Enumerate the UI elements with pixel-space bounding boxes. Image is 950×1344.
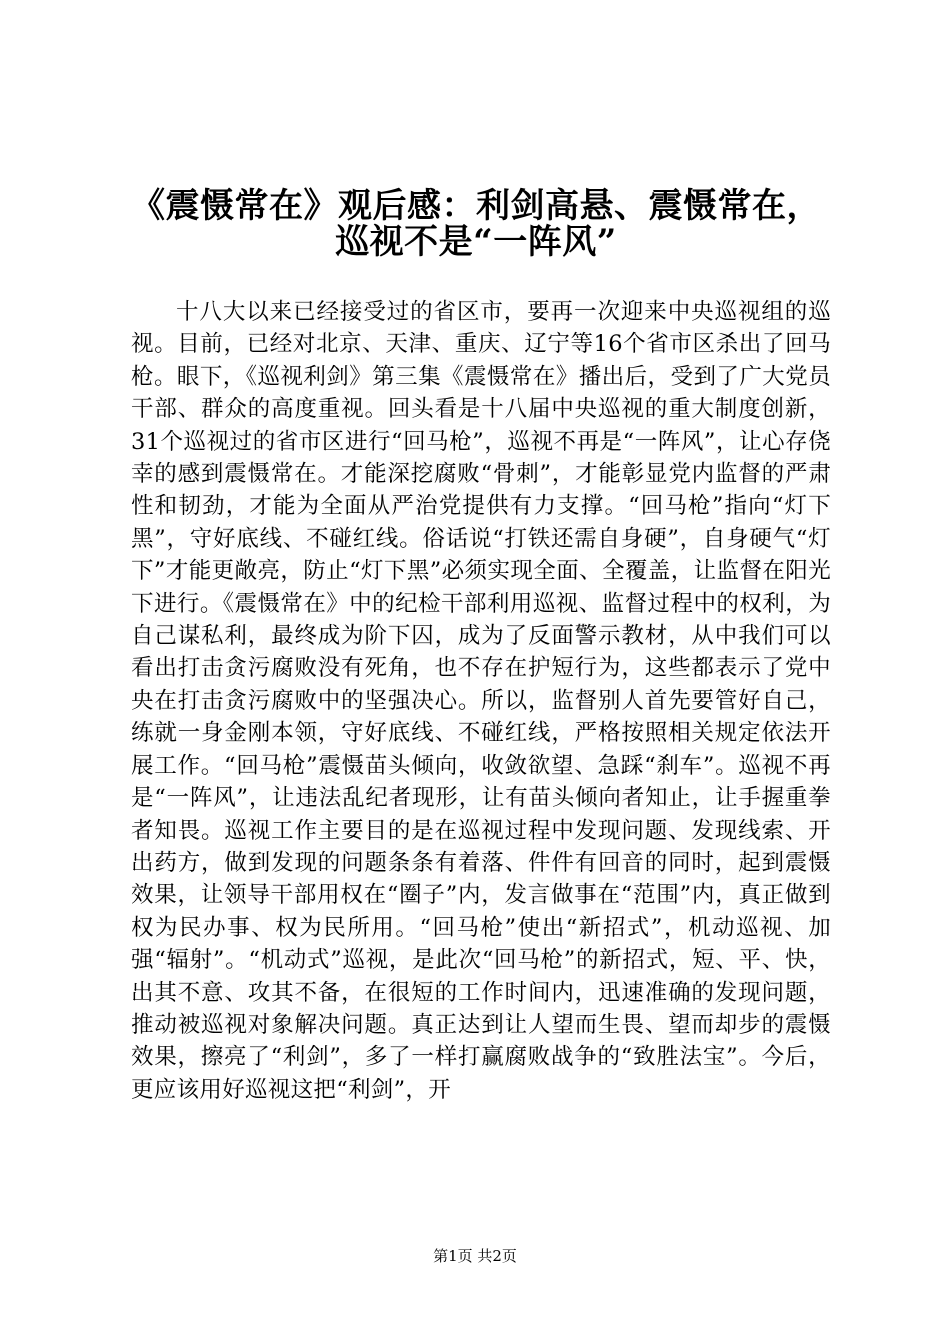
document-title-line-1: 《震慑常在》观后感：利剑高悬、震慑常在， xyxy=(131,186,821,226)
page-footer: 第1页 共2页 xyxy=(433,1247,517,1265)
document-body-paragraph: 十八大以来已经接受过的省区市，要再一次迎来中央巡视组的巡视。目前，已经对北京、天津、重庆、辽宁等16个省市区杀出了回马枪。眼下，《巡视利剑》第三集《震慑常在》播出后，受到了广大党员干部、群众的高度重视。回头看是十八届中央巡视的重大制度创新，31个巡视过的省市区进行“回马枪”，巡视不再是“一阵风”，让心存侥幸的感到震慑常在。才能深挖腐败“骨刺”，才能彰显党内监督的严肃性和韧劲，才能为全面从严治党提供有力支撑。“回马枪”指向“灯下黑”，守好底线、不碰红线。俗话说“打铁还需自身硬”，自身硬气“灯下”才能更敞亮，防止“灯下黑”必须实现全面、全覆盖，让监督在阳光下进行。《震慑常在》中的纪检干部利用巡视、监督过程中的权利，为自己谋私利，最终成为阶下囚，成为了反面警示教材，从中我们可以看出打击贪污腐败没有死角，也不存在护短行为，这些都表示了党中央在打击贪污腐败中的坚强决心。所以，监督别人首先要管好自己，练就一身金刚本领，守好底线、不碰红线，严格按照相关规定依法开展工作。“回马枪”震慑苗头倾向，收敛欲望、急踩“刹车”。巡视不再是“一阵风”，让违法乱纪者现形，让有苗头倾向者知止，让手握重拳者知畏。巡视工作主要目的是在巡视过程中发现问题、发现线索、开出药方，做到发现的问题条条有着落、件件有回音的同时，起到震慑效果，让领导干部用权在“圈子”内，发言做事在“范围”内，真正做到权为民办事、权为民所用。“回马枪”使出“新招式”，机动巡视、加强“辐射”。“机动式”巡视，是此次“回马枪”的新招式，短、平、快，出其不意、攻其不备，在很短的工作时间内，迅速准确的发现问题，推动被巡视对象解决问题。真正达到让人望而生畏、望而却步的震慑效果，擦亮了“利剑”，多了一样打赢腐败战争的“致胜法宝”。今后，更应该用好巡视这把“利剑”，开 xyxy=(131,299,831,1103)
document-title-line-2: 巡视不是“一阵风” xyxy=(335,222,617,262)
